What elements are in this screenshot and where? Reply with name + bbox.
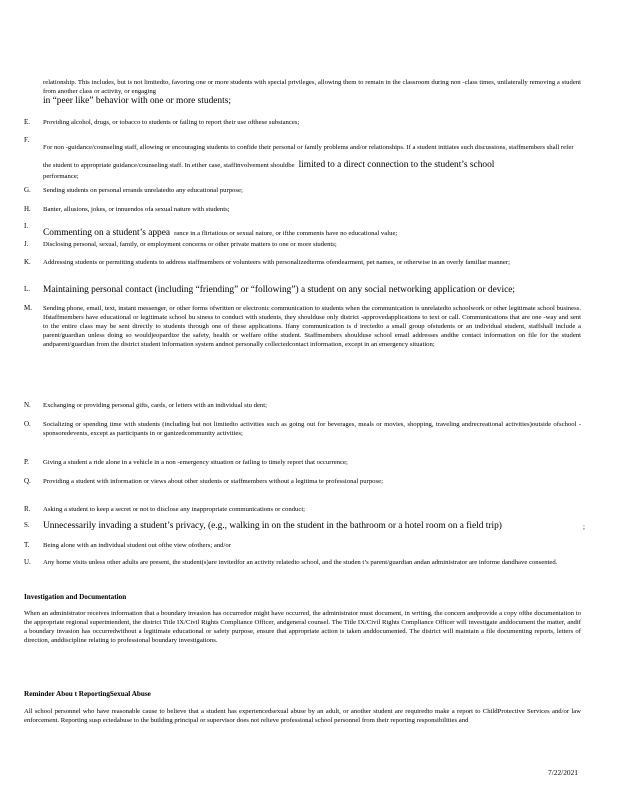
item-text: Addressing students or permitting students to address staffmembers or volunteers with personalizedterms ofendearment, pet names, or otherwise in an overly familiar manner;: [43, 259, 510, 266]
item-text: Sending students on personal errands unrelatedto any educational purpose;: [43, 187, 243, 194]
item-label: I.: [24, 222, 29, 230]
item-label: R.: [24, 505, 31, 513]
item-label: N.: [24, 401, 31, 409]
item-label: P.: [24, 458, 29, 466]
item-text: Sending phone, email, text, instant messenger, or other forms ofwritten or electronic communication to students when the communication is unrelatedto schoolwork or other legitimate school business. Ifstaffmembers have educational or legitimate school bu siness to conduct with students, they shoulduse only district -approvedapplications to text or call. Communications that are one -way and sent to the entire class may be sent directly to students through one of these applications. Ifany communication is d irectedto a small group ofstudents or an individual student, staffshall include a parent/guardian unless doing so wouldjeopardize the safety, health or welfare ofthe student. Staffmembers shoulduse school email addresses andthe contact information on file for the student andparent/guardian from the district student information system andnot personally collectedcontact information, except in an emergency situation;: [43, 305, 581, 348]
item-label: S.: [24, 521, 30, 529]
item-emphasis: limited to a direct connection to the student’s school: [298, 160, 495, 170]
trailing-semicolon: ;: [583, 523, 585, 531]
item-text: Any home visits unless other adults are present, the student(s)are invitedfor an activity relatedto school, and the studen t’s parent/guardian andan administrator are informe dandhave consented.: [43, 559, 558, 566]
item-label: O.: [24, 420, 31, 428]
item-label: K.: [24, 258, 31, 266]
section-text-reminder: All school personnel who have reasonable cause to believe that a student has experiencedsexual abuse by an adult, or another student are requiredto make a report to ChildProtective Services and/or law enforcement. Reporting susp ectedabuse to the building principal or supervisor does not relieve professional school personnel from their reporting responsibilities and: [24, 708, 581, 724]
item-label: E.: [24, 118, 31, 126]
item-text: rance in a flirtatious or sexual nature, or ifthe comments have no educational value;: [174, 230, 398, 237]
item-label: U.: [24, 558, 31, 566]
item-body: [43, 136, 581, 181]
item-text: Being alone with an individual student out ofthe view ofothers; and/or: [43, 542, 231, 549]
item-label: Q.: [24, 477, 31, 485]
intro-emphasis: in “peer like” behavior with one or more students;: [43, 96, 231, 106]
section-heading-investigation: Investigation and Documentation: [24, 593, 127, 601]
item-label: J.: [24, 240, 29, 248]
footer-date: 7/22/2021: [548, 768, 578, 777]
section-text-investigation: When an administrator receives information that a boundary invasion has occurredor might have occurred, the administrator must document, in writing, the concern andprovide a copy ofthe documentation to the appropriate regional superintendent, the district Title IX/Civil Rights Compliance Officer, andgeneral counsel. The Title IX/Civil Rights Compliance Officer will investigate anddocument the matter, andif a boundary invasion has occurredwithout a legitimate educational or safety purpose, ensure that appropriate action is taken anddocumented. The district will maintain a file documenting reports, letters of direction, anddiscipline relating to professional boundary investigations.: [24, 610, 581, 644]
item-emphasis: Unnecessarily invading a student’s privacy, (e.g., walking in on the student in the bathroom or a hotel room on a field trip): [43, 521, 502, 531]
item-label: G.: [24, 186, 31, 194]
item-text-tail: performance;: [43, 173, 79, 180]
item-text: Socializing or spending time with students (including but not limitedto activities such as going out for beverages, meals or movies, shopping, traveling andrecreational activities)outside ofschool -sponsoredevents, except as participants in or ganizedcommunity activities;: [43, 421, 581, 437]
intro-paragraph: [43, 78, 581, 107]
item-label: L.: [24, 285, 31, 293]
item-label: F.: [24, 136, 30, 144]
item-body: [43, 222, 581, 240]
item-label: T.: [24, 541, 30, 549]
item-emphasis: Commenting on a student’s appea: [43, 228, 171, 238]
item-text: Providing alcohol, drugs, or tobacco to students or failing to report their use ofthese substances;: [43, 119, 300, 126]
item-text: Banter, allusions, jokes, or innuendos ofa sexual nature with students;: [43, 206, 230, 213]
item-text: Asking a student to keep a secret or not to disclose any inappropriate communications or conduct;: [43, 506, 306, 513]
intro-text: relationship. This includes, but is not limitedto, favoring one or more students with special privileges, allowing them to remain in the classroom during non -class times, unilaterally removing a student from another class or activity, or engaging: [43, 79, 581, 95]
item-text: Exchanging or providing personal gifts, cards, or letters with an individual stu dent;: [43, 402, 267, 409]
item-text: For non -guidance/counseling staff, allowing or encouraging students to confide their personal or family problems and/or relationships. If a student initiates such discussions, staffmembers shall refer the student to appropriate guidance/counseling staff. In either case, staffinvolvement shouldbe: [43, 144, 574, 169]
item-label: H.: [24, 205, 31, 213]
item-text: Providing a student with information or views about other students or staffmembers without a legitima te professional purpose;: [43, 478, 383, 485]
item-text: Disclosing personal, sexual, family, or employment concerns or other private matters to one or more students;: [43, 241, 337, 248]
item-emphasis: Maintaining personal contact (including “friending” or “following”) a student on any social networking application or device;: [43, 285, 515, 295]
item-text: Giving a student a ride alone in a vehicle in a non -emergency situation or failing to timely report that occurrence;: [43, 459, 348, 466]
item-label: M.: [24, 304, 32, 312]
section-heading-reminder: Reminder Abou t ReportingSexual Abuse: [24, 690, 151, 698]
